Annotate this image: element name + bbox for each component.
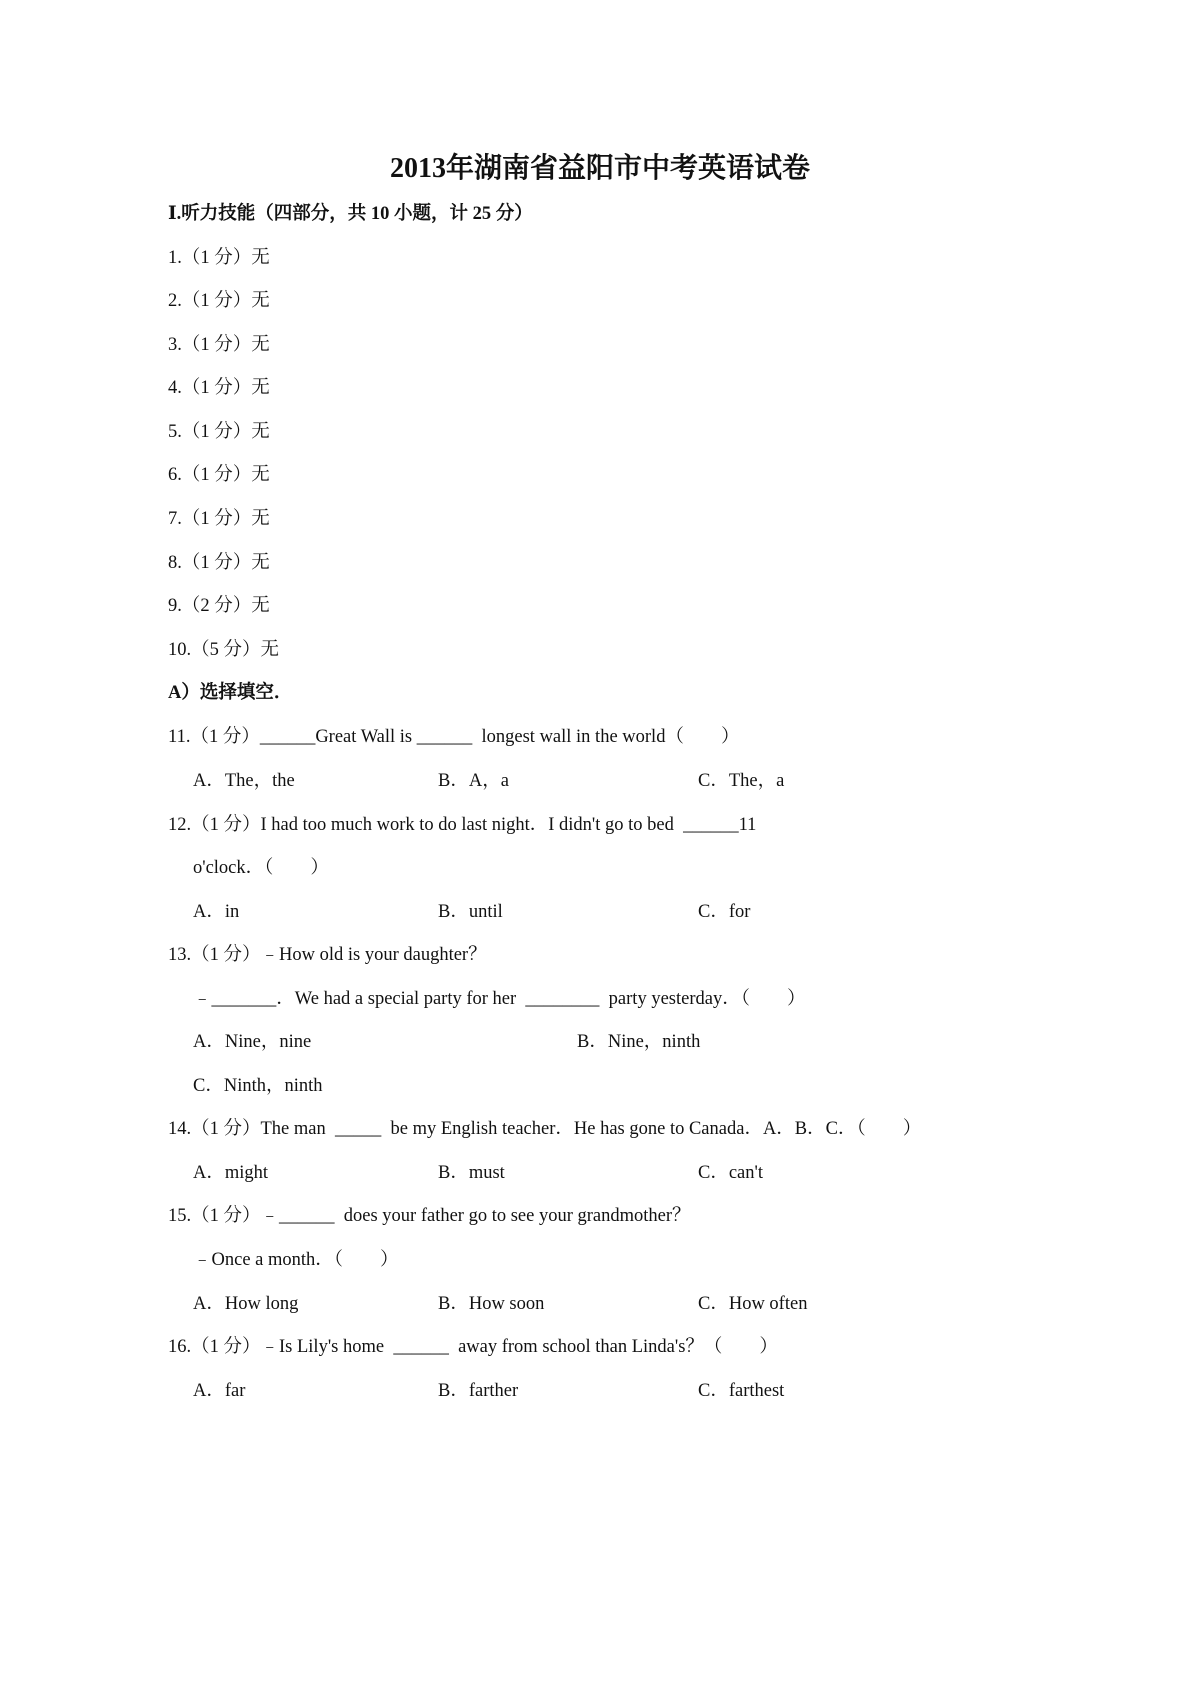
option-b: B．until: [438, 902, 503, 922]
question: 8.（1 分）无: [168, 553, 270, 573]
option-a: A．Nine，nine: [193, 1032, 312, 1052]
question-15-cont: ﹣Once a month．（ ）: [193, 1250, 399, 1270]
question-12-cont: o'clock．（ ）: [193, 858, 329, 878]
question: 10.（5 分）无: [168, 640, 280, 660]
question-12: 12.（1 分）I had too much work to do last night．I didn't go to bed ______11: [168, 815, 757, 835]
question: 5.（1 分）无: [168, 422, 270, 442]
question: 9.（2 分）无: [168, 596, 270, 616]
option-a: A．in: [193, 902, 240, 922]
option-c: C．for: [698, 902, 751, 922]
option-c: C．How often: [698, 1294, 808, 1314]
option-a: A．far: [193, 1381, 246, 1401]
option-b: B．Nine，ninth: [577, 1032, 701, 1052]
question-13-cont: ﹣_______．We had a special party for her ________ party yesterday．（ ）: [193, 989, 806, 1009]
question: 1.（1 分）无: [168, 248, 270, 268]
question: 4.（1 分）无: [168, 378, 270, 398]
question-14: 14.（1 分）The man _____ be my English teacher．He has gone to Canada．A．B．C．（ ）: [168, 1119, 922, 1139]
option-c: C．farthest: [698, 1381, 785, 1401]
option-a: A．The，the: [193, 771, 295, 791]
question-11: 11.（1 分）______Great Wall is ______ longest wall in the world（ ）: [168, 727, 740, 747]
option-b: B．farther: [438, 1381, 519, 1401]
question: 2.（1 分）无: [168, 291, 270, 311]
question: 6.（1 分）无: [168, 465, 270, 485]
option-a: A．How long: [193, 1294, 299, 1314]
section-heading-a: A）选择填空．: [168, 683, 293, 703]
option-c: C．Ninth，ninth: [193, 1076, 323, 1096]
option-b: B．A，a: [438, 771, 509, 791]
question-15: 15.（1 分）﹣______ does your father go to see your grandmother？: [168, 1206, 691, 1226]
section-heading-listening: Ⅰ.听力技能（四部分，共 10 小题，计 25 分）: [168, 204, 533, 224]
page-title: 2013年湖南省益阳市中考英语试卷: [389, 153, 810, 184]
option-b: B．How soon: [438, 1294, 545, 1314]
option-c: C．can't: [698, 1163, 763, 1183]
question-13: 13.（1 分）﹣How old is your daughter？: [168, 945, 487, 965]
question-16: 16.（1 分）﹣Is Lily's home ______ away from school than Linda's？（ ）: [168, 1337, 778, 1357]
option-a: A．might: [193, 1163, 269, 1183]
question: 7.（1 分）无: [168, 509, 270, 529]
option-c: C．The，a: [698, 771, 785, 791]
question: 3.（1 分）无: [168, 335, 270, 355]
option-b: B．must: [438, 1163, 505, 1183]
